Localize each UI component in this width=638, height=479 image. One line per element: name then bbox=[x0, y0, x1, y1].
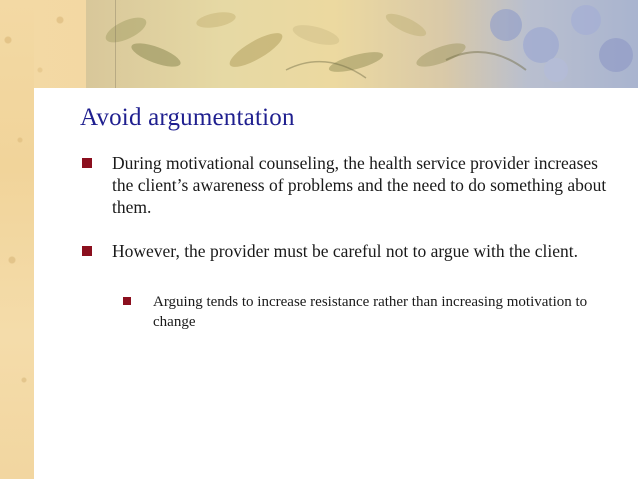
floral-banner-art bbox=[86, 0, 638, 88]
square-bullet-icon bbox=[82, 158, 92, 168]
slide-content-area bbox=[34, 88, 638, 479]
bullet-text: However, the provider must be careful not to argue with the client. bbox=[112, 241, 578, 261]
square-bullet-icon bbox=[82, 246, 92, 256]
sub-bullet-text: Arguing tends to increase resistance rather than increasing motivation to change bbox=[153, 294, 588, 330]
bullet-text: During motivational counseling, the health service provider increases the client’s awareness of problems and the need to do something about them. bbox=[112, 153, 607, 217]
left-parchment-strip bbox=[0, 0, 34, 479]
banner-divider bbox=[115, 0, 116, 88]
floral-banner bbox=[86, 0, 638, 88]
slide-title: Avoid argumentation bbox=[80, 104, 295, 131]
small-square-bullet-icon bbox=[123, 297, 131, 305]
